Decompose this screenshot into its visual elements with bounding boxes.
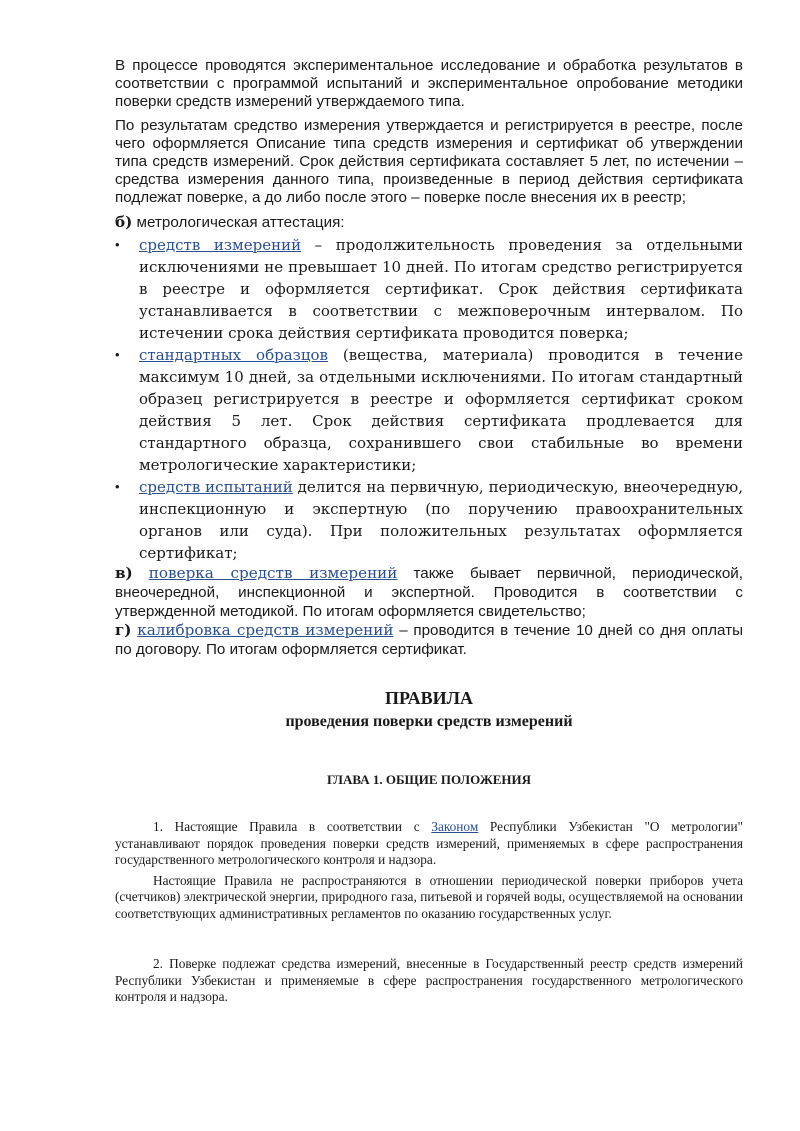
section-v-paragraph	[115, 564, 743, 621]
intro-block	[115, 57, 743, 207]
section-g-text: – проводится в течение 10 дней со дня оплаты по договору. По итогам оформляется сертификат.	[115, 622, 743, 658]
section-b-heading	[115, 213, 743, 232]
link-measuring-instruments[interactable]: средств измерений	[139, 236, 302, 254]
intro-paragraph-1: В процессе проводятся экспериментальное исследование и обработка результатов в соответствии с программой испытаний и экспериментальное опробование методики поверки средств измерений утверждаемого типа.	[115, 57, 743, 110]
list-item	[115, 234, 743, 344]
list-item	[115, 476, 743, 564]
section-g-paragraph	[115, 621, 743, 659]
rules-paragraph-1	[115, 819, 743, 869]
list-item	[115, 344, 743, 476]
link-verification[interactable]: поверка средств измерений	[148, 564, 398, 582]
rules-paragraph-3: 2. Поверке подлежат средства измерений, внесенные в Государственный реестр средств измерений Республики Узбекистан и применяемые в сфере распространения государственного метрологического контроля и надзора.	[115, 956, 743, 1004]
rules-subtitle: проведения поверки средств измерений	[285, 713, 573, 730]
chapter-heading: ГЛАВА 1. ОБЩИЕ ПОЛОЖЕНИЯ	[326, 772, 532, 787]
section-v-marker: в)	[115, 564, 133, 582]
link-reference-samples[interactable]: стандартных образцов	[139, 346, 328, 364]
section-b-text: метрологическая аттестация:	[132, 214, 345, 231]
rules-paragraph-2: Настоящие Правила не распространяются в отношении периодической поверки приборов учета (счетчиков) электрической энергии, природного газа, питьевой и горячей воды, осуществляемой на основании соответствующих административных регламентов по оказанию государственных услуг.	[115, 872, 743, 921]
link-test-equipment[interactable]: средств испытаний	[139, 478, 293, 496]
document-page	[115, 57, 743, 1006]
bullet-icon: •	[115, 237, 120, 252]
rules-p1-start: 1. Настоящие Правила в соответствии с	[153, 819, 432, 834]
section-b-list	[115, 234, 743, 564]
section-v-text: также бывает первичной, периодической, внеочередной, инспекционной и экспертной. Проводится в соответствии с утвержденной методикой. По итогам оформляется свидетельство;	[115, 565, 743, 620]
bullet-icon: •	[115, 347, 120, 362]
intro-paragraph-2: По результатам средство измерения утверждается и регистрируется в реестре, после чего оформляется Описание типа средств измерения и сертификат об утверждении типа средств измерений. Срок действия сертификата составляет 5 лет, по истечении – средства измерения данного типа, произведенные в период действия сертификата подлежат поверке, а до либо после этого – поверке после внесения их в реестр;	[115, 117, 743, 206]
link-law[interactable]: Законом	[431, 819, 479, 834]
list-item-text: делится на первичную, периодическую, внеочередную, инспекционную и экспертную (по поручению правоохранительных органов или суда). При положительных результатах оформляется сертификат;	[139, 478, 743, 562]
section-g-marker: г)	[115, 621, 132, 639]
bullet-icon: •	[115, 479, 120, 494]
rules-p1-end: Республики Узбекистан "О метрологии" устанавливают порядок проведения поверки средств измерений, применяемых в сфере распространения государственного метрологического контроля и надзора.	[115, 819, 743, 867]
rules-title: ПРАВИЛА	[384, 688, 474, 708]
list-item-text: – продолжительность проведения за отдельными исключениями не превышает 10 дней. По итогам средство регистрируется в реестре и оформляется сертификат. Срок действия сертификата устанавливается в соответствии с межповерочным интервалом. По истечении срока действия сертификата проводится поверка;	[139, 236, 743, 342]
section-b-marker: б)	[115, 213, 133, 231]
link-calibration[interactable]: калибровка средств измерений	[137, 621, 394, 639]
list-item-text: (вещества, материала) проводится в течение максимум 10 дней, за отдельными исключениями. По итогам стандартный образец регистрируется в реестре и оформляется сертификат сроком действия 5 лет. Срок действия сертификата продлевается для стандартного образца, сохранившего свои стабильные во времени метрологические характеристики;	[139, 346, 743, 474]
